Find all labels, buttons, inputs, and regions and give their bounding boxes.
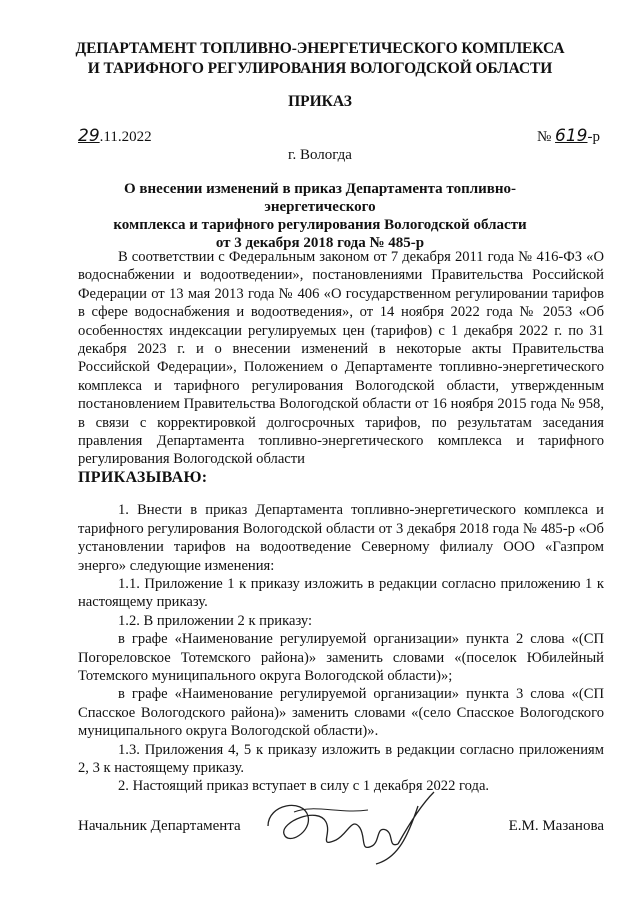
department-header (40, 39, 600, 79)
title-line-2: комплекса и тарифного регулирования Вологодской области (113, 217, 527, 233)
order-date-day: 29 (78, 126, 100, 146)
order-title (70, 180, 570, 252)
item-1-1: 1.1. Приложение 1 к приказу изложить в редакции согласно приложению 1 к настоящему приказу. (78, 575, 604, 611)
order-number-value: 619 (555, 126, 588, 146)
title-line-3: от 3 декабря 2018 года № 485-р (215, 235, 425, 251)
order-number (537, 126, 600, 146)
title-line-1: О внесении изменений в приказ Департамента топливно-энергетического (123, 181, 517, 215)
handwritten-signature (248, 786, 448, 866)
signature-block (78, 790, 604, 860)
preamble-paragraph: В соответствии с Федеральным законом от 7 декабря 2011 года № 416-ФЗ «О водоснабжении и водоотведении», постановлениями Правительства Российской Федерации от 13 мая 2013 года № 406 «О государственном регулировании тарифов в сфере водоснабжения и водоотведения», от 14 ноября 2022 года № 2053 «Об особенностях индексации регулируемых цен (тарифов) с 1 декабря 2022 г. по 31 декабря 2023 г. и о внесении изменений в некоторые акты Правительства Российской Федерации», Положением о Департаменте топливно-энергетического комплекса и тарифного регулирования Вологодской области, утвержденным постановлением Правительства Вологодской области от 16 ноября 2015 года № 958, в связи с корректировкой долгосрочных тарифов, по результатам заседания правления Департамента топливно-энергетического комплекса и тарифного регулирования Вологодской области (78, 249, 604, 468)
signatory-name: Е.М. Мазанова (508, 818, 604, 834)
header-line-1: ДЕПАРТАМЕНТ ТОПЛИВНО-ЭНЕРГЕТИЧЕСКОГО КОМПЛЕКСА (75, 40, 565, 57)
signatory-role: Начальник Департамента (78, 818, 241, 834)
order-number-prefix: № (536, 129, 556, 145)
order-body (78, 248, 604, 796)
item-2: 2. Настоящий приказ вступает в силу с 1 декабря 2022 года. (118, 778, 490, 795)
document-type: ПРИКАЗ (288, 93, 352, 110)
order-date (78, 126, 152, 146)
header-line-2: И ТАРИФНОГО РЕГУЛИРОВАНИЯ ВОЛОГОДСКОЙ ОБЛАСТИ (87, 60, 553, 77)
city: г. Вологда (288, 147, 352, 163)
order-number-suffix: -р (587, 129, 600, 145)
item-1: 1. Внести в приказ Департамента топливно-энергетического комплекса и тарифного регулирования Вологодской области от 3 декабря 2018 года № 485-р «Об установлении тарифов на водоотведение Северному филиалу ООО «Газпром энерго» следующие изменения: (78, 502, 604, 574)
item-1-2-a: в графе «Наименование регулируемой организации» пункта 2 слова «(СП Погореловское Тотемского района)» заменить словами «(поселок Юбилейный Тотемского муниципального округа Вологодской области)»; (78, 631, 604, 684)
item-1-2: 1.2. В приложении 2 к приказу: (118, 612, 313, 629)
order-date-rest: .11.2022 (99, 129, 152, 145)
item-1-3: 1.3. Приложения 4, 5 к приказу изложить в редакции согласно приложениям 2, 3 к настоящему приказу. (78, 741, 604, 776)
item-1-2-b: в графе «Наименование регулируемой организации» пункта 3 слова «(СП Спасское Вологодского района)» заменить словами «(село Спасское Вологодского муниципального округа Вологодской области)». (78, 686, 604, 740)
decree-heading: ПРИКАЗЫВАЮ: (78, 468, 208, 486)
